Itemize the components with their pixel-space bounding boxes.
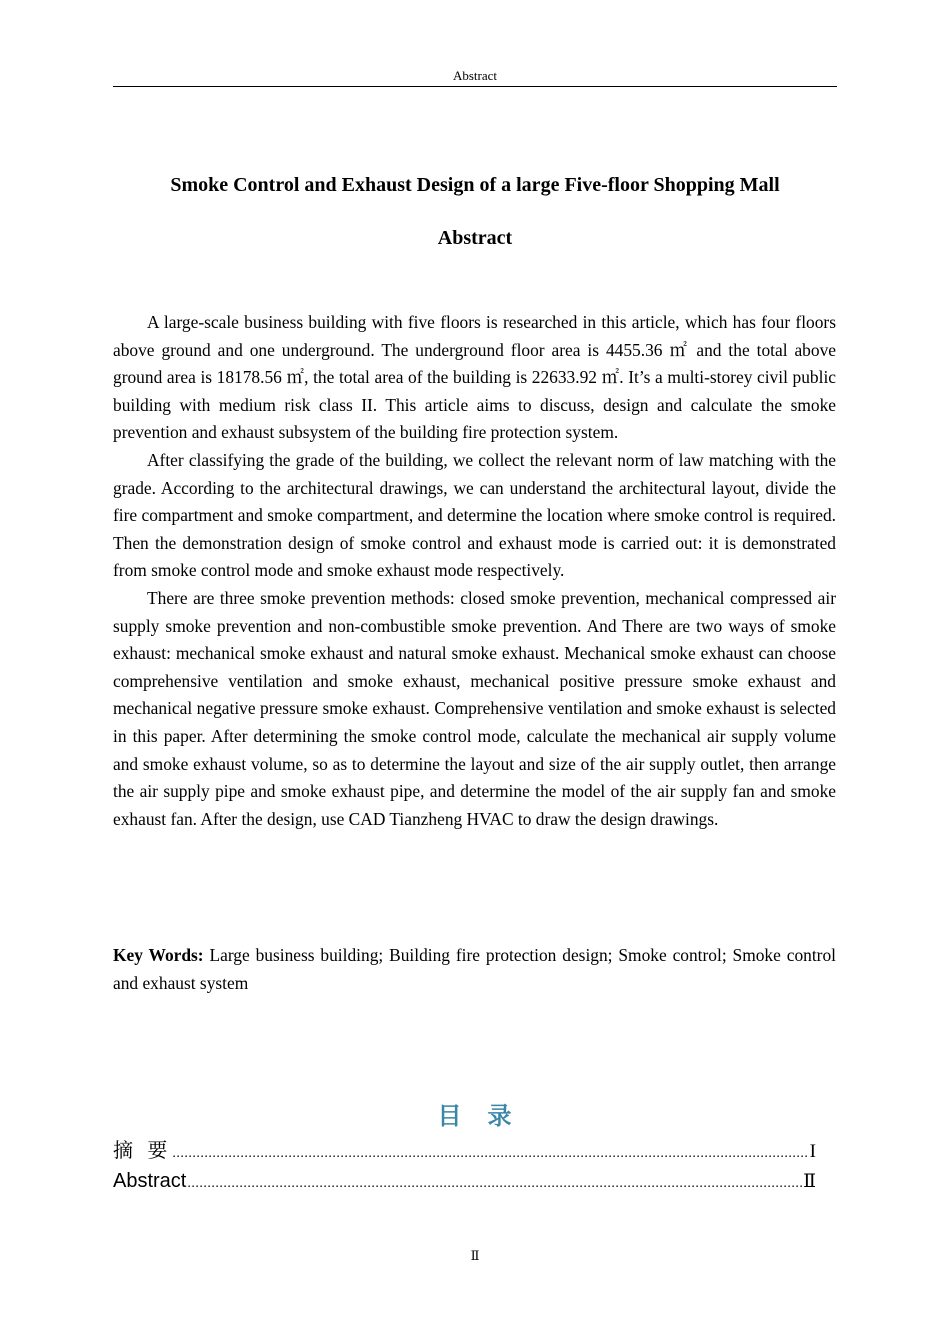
keywords (113, 942, 836, 997)
toc-leader-dots (187, 1176, 802, 1192)
toc-entry-page: Ⅱ (803, 1171, 816, 1192)
running-header: Abstract (452, 68, 498, 83)
keywords-text: Large business building; Building fire protection design; Smoke control; Smoke control and exhaust system (113, 945, 836, 993)
toc-entry-label: Abstract (113, 1170, 187, 1192)
abstract-body (113, 309, 836, 833)
toc-heading: 目 录 (437, 1102, 513, 1130)
document-title: Smoke Control and Exhaust Design of a large Five-floor Shopping Mall (170, 174, 780, 196)
toc-entry-abstract[interactable] (113, 1170, 816, 1206)
toc-entry-label: 摘 要 (113, 1138, 172, 1162)
page-number: Ⅱ (470, 1248, 480, 1263)
keywords-label: Key Words: (113, 945, 204, 965)
toc-entry-zhaiyao[interactable] (113, 1134, 816, 1170)
header-rule (113, 86, 837, 87)
abstract-paragraph-2: After classifying the grade of the building, we collect the relevant norm of law matching with the grade. According to the architectural drawings, we can understand the architectural layout, divide the fire compartment and smoke compartment, and determine the location where smoke control is required. Then the demonstration design of smoke control and exhaust mode is carried out: it is demonstrated from smoke control mode and smoke exhaust mode respectively. (113, 449, 836, 581)
abstract-heading: Abstract (437, 227, 513, 249)
toc-entry-page: I (809, 1141, 816, 1162)
toc-leader-dots (172, 1146, 808, 1162)
abstract-paragraph-1: A large-scale business building with five floors is researched in this article, which has four floors above ground and one underground. The underground floor area is 4455.36 ㎡ and the total above ground area is 18178.56 ㎡, the total area of the building is 22633.92 ㎡. It’s a multi-storey civil public building with medium risk class II. This article aims to discuss, design and calculate the smoke prevention and exhaust subsystem of the building fire protection system. (113, 312, 836, 443)
abstract-paragraph-3: There are three smoke prevention methods: closed smoke prevention, mechanical compressed air supply smoke prevention and non-combustible smoke prevention. And There are two ways of smoke exhaust: mechanical smoke exhaust and natural smoke exhaust. Mechanical smoke exhaust can choose comprehensive ventilation and smoke exhaust, mechanical positive pressure smoke exhaust and mechanical negative pressure smoke exhaust. Comprehensive ventilation and smoke exhaust is selected in this paper. After determining the smoke control mode, calculate the mechanical air supply volume and smoke exhaust volume, so as to determine the layout and size of the air supply outlet, then arrange the air supply pipe and smoke exhaust pipe, and determine the model of the air supply fan and smoke exhaust fan. After the design, use CAD Tianzheng HVAC to draw the design drawings. (113, 587, 836, 829)
table-of-contents (113, 1134, 816, 1206)
